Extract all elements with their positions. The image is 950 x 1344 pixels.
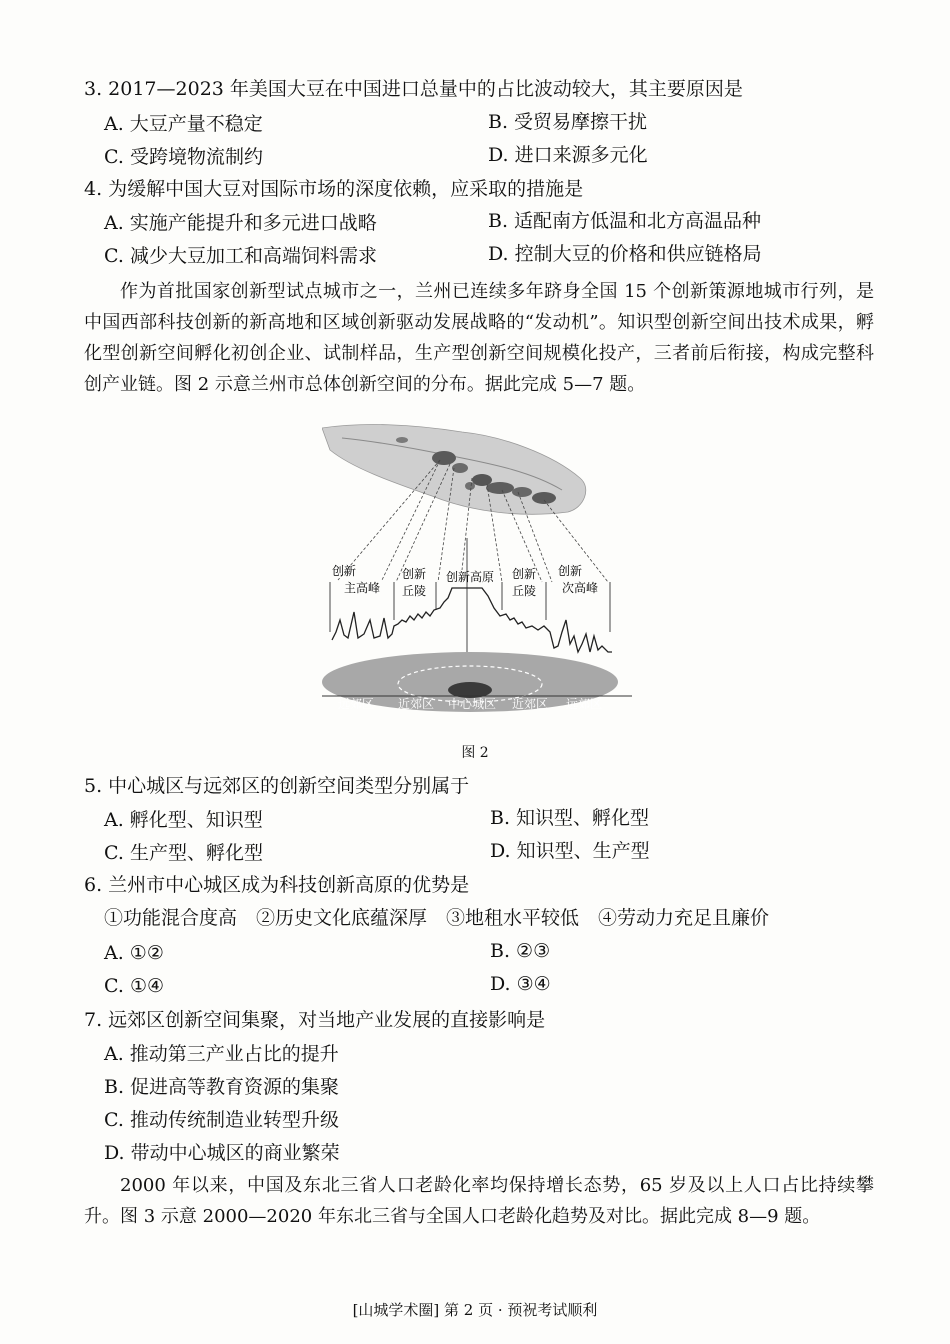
q6-option-b: B. ②③: [490, 940, 551, 962]
q6-option-c: C. ①④: [104, 975, 165, 997]
zone-label-near-suburb-left: 近郊区: [397, 697, 435, 711]
q6-option-a: A. ①②: [104, 942, 164, 964]
q4-stem: 4. 为缓解中国大豆对国际市场的深度依赖，应采取的措施是: [84, 178, 584, 200]
q7-option-d: D. 带动中心城区的商业繁荣: [104, 1142, 340, 1164]
label-main-peak-2: 主高峰: [343, 581, 381, 595]
label-hill-right-1: 创新: [511, 567, 537, 581]
zone-label-city-center: 中心城区: [447, 697, 497, 711]
figure-2-caption: 图 2: [461, 745, 489, 761]
q3-option-d: D. 进口来源多元化: [488, 144, 648, 166]
q7-option-a: A. 推动第三产业占比的提升: [104, 1043, 339, 1065]
zone-label-far-suburb-left: 远郊区: [337, 697, 375, 711]
zone-label-far-suburb-right: 远郊区: [565, 697, 603, 711]
q5-option-c: C. 生产型、孵化型: [104, 842, 263, 864]
q7-option-c: C. 推动传统制造业转型升级: [104, 1109, 339, 1131]
label-main-peak-1: 创新: [331, 564, 357, 578]
label-sub-peak-1: 创新: [557, 564, 583, 578]
q4-option-a: A. 实施产能提升和多元进口战略: [104, 212, 377, 234]
q3-option-a: A. 大豆产量不稳定: [104, 113, 263, 135]
q5-stem: 5. 中心城区与远郊区的创新空间类型分别属于: [84, 775, 470, 797]
q5-option-b: B. 知识型、孵化型: [490, 807, 650, 829]
passage-lanzhou: 作为首批国家创新型试点城市之一，兰州已连续多年跻身全国 15 个创新策源地城市行列，是中国西部科技创新的新高地和区域创新驱动发展战略的“发动机”。知识型创新空间出技术成果，孵化型创新空间孵化初创企业、试制样品，生产型创新空间规模化投产，三者前后衔接，构成完整科创产业链。图 2 示意兰州市总体创新空间的分布。据此完成 5—7 题。: [84, 281, 874, 395]
zone-label-near-suburb-right: 近郊区: [511, 697, 549, 711]
q4-option-b: B. 适配南方低温和北方高温品种: [488, 210, 762, 232]
label-hill-left-2: 丘陵: [401, 584, 427, 598]
q3-option-c: C. 受跨境物流制约: [104, 146, 263, 168]
passage-aging: 2000 年以来，中国及东北三省人口老龄化率均保持增长态势，65 岁及以上人口占比持续攀升。图 3 示意 2000—2020 年东北三省与全国人口老龄化趋势及对比。据此完成 8—9 题。: [84, 1175, 874, 1227]
figure-2-innovation-space-diagram: [322, 420, 632, 722]
innovation-profile-line: [332, 588, 612, 652]
q6-option-d: D. ③④: [490, 973, 551, 995]
q4-option-c: C. 减少大豆加工和高端饲料需求: [104, 245, 377, 267]
label-hill-left-1: 创新: [401, 567, 427, 581]
q5-option-a: A. 孵化型、知识型: [104, 809, 263, 831]
q7-stem: 7. 远郊区创新空间集聚，对当地产业发展的直接影响是: [84, 1009, 546, 1031]
label-sub-peak-2: 次高峰: [561, 581, 599, 595]
label-hill-right-2: 丘陵: [511, 584, 537, 598]
page-footer: [山城学术圈] 第 2 页 · 预祝考试顺利: [352, 1301, 598, 1319]
label-plateau: 创新高原: [445, 570, 495, 584]
q3-option-b: B. 受贸易摩擦干扰: [488, 111, 648, 133]
q3-stem: 3. 2017—2023 年美国大豆在中国进口总量中的占比波动较大，其主要原因是: [84, 78, 743, 100]
q6-stem: 6. 兰州市中心城区成为科技创新高原的优势是: [84, 874, 470, 896]
q7-option-b: B. 促进高等教育资源的集聚: [104, 1076, 340, 1098]
q4-option-d: D. 控制大豆的价格和供应链格局: [488, 243, 762, 265]
q5-option-d: D. 知识型、生产型: [490, 840, 650, 862]
q6-items: ①功能混合度高 ②历史文化底蕴深厚 ③地租水平较低 ④劳动力充足且廉价: [104, 907, 770, 929]
